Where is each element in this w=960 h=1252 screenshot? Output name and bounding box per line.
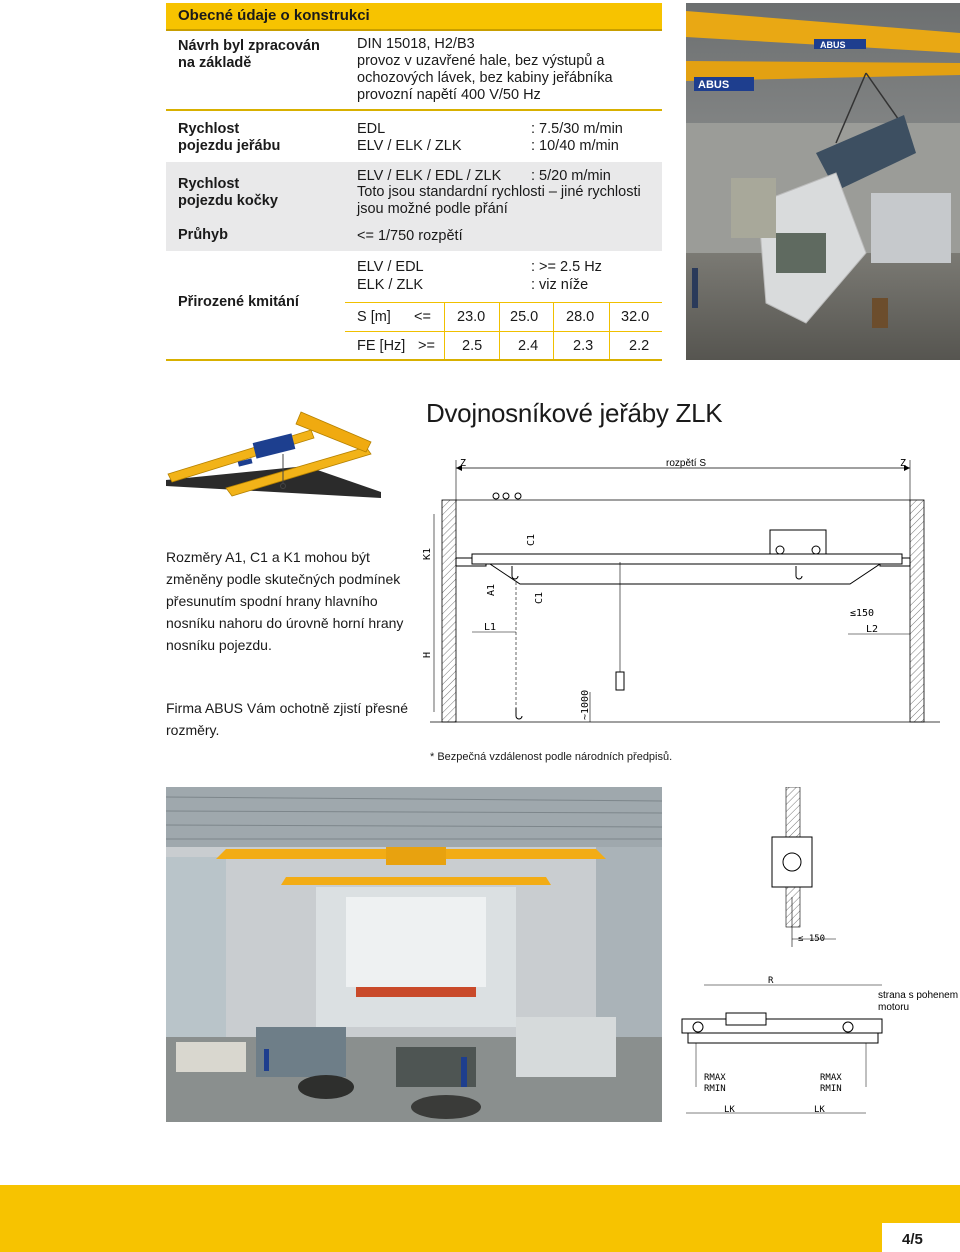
design-basis-label-2: na základě bbox=[178, 55, 252, 71]
trolley-speed-label-1: Rychlost bbox=[178, 176, 240, 192]
drive-side-label-2: motoru bbox=[878, 1002, 910, 1013]
trolley-speed-note-1: Toto jsou standardní rychlosti – jiné rychlosti bbox=[357, 184, 641, 200]
dim-c1: C1 bbox=[534, 591, 545, 604]
diagram-footnote: * Bezpečná vzdálenost podle národních předpisů. bbox=[430, 751, 673, 763]
dim-span-label: rozpětí S bbox=[666, 458, 707, 469]
vibration-value-2: : viz níže bbox=[531, 277, 589, 293]
crane-speed-label-1: Rychlost bbox=[178, 121, 240, 137]
s-row-op: <= bbox=[414, 309, 431, 325]
crane-speed-type-1: EDL bbox=[357, 121, 386, 137]
abus-note-line: Firma ABUS Vám ochotně zjistí přesné bbox=[166, 700, 408, 716]
dim-rmax-1: RMAX bbox=[704, 1073, 726, 1083]
trolley-speed-note-2: jsou možné podle přání bbox=[357, 201, 508, 217]
table-vline bbox=[444, 303, 445, 359]
dim-z-left: Z bbox=[460, 458, 467, 469]
fe-row-value: 2.2 bbox=[629, 338, 650, 354]
dim-le150-side: ≤ 150 bbox=[798, 934, 826, 944]
factory-hall-photo bbox=[166, 787, 662, 1122]
crane-speed-value-1: : 7.5/30 m/min bbox=[531, 121, 623, 137]
s-row-value: 28.0 bbox=[566, 309, 595, 325]
dim-lk-1: LK bbox=[724, 1105, 735, 1115]
dim-c1-top: C1 bbox=[526, 533, 537, 546]
dimension-note-line: změněny podle skutečných podmínek bbox=[166, 571, 401, 587]
vibration-label: Přirozené kmitání bbox=[178, 294, 299, 310]
vibration-divider-1 bbox=[345, 302, 662, 303]
fe-row-op: >= bbox=[418, 338, 435, 354]
dim-l2: L2 bbox=[866, 624, 879, 635]
design-basis-line-3: ochozových lávek, bez kabiny jeřábníka bbox=[357, 70, 613, 86]
footer-bar bbox=[0, 1185, 960, 1252]
crane-speed-label-2: pojezdu jeřábu bbox=[178, 138, 281, 154]
vibration-value-1: : >= 2.5 Hz bbox=[531, 259, 602, 275]
abus-note-line: rozměry. bbox=[166, 722, 220, 738]
s-row-value: 23.0 bbox=[457, 309, 486, 325]
dimension-note-line: přesunutím spodní hrany hlavního bbox=[166, 593, 378, 609]
side-view-diagram bbox=[676, 787, 960, 1122]
page-number: 4/5 bbox=[902, 1231, 923, 1248]
table-vline bbox=[609, 303, 610, 359]
deflection-label: Průhyb bbox=[178, 227, 228, 243]
dimension-note-line: nosníku pojezdu. bbox=[166, 637, 272, 653]
table-bottom-rule bbox=[166, 359, 662, 361]
crane-dimension-diagram bbox=[420, 452, 960, 762]
dim-1000: ~1000 bbox=[580, 689, 591, 720]
dimension-note-line: Rozměry A1, C1 a K1 mohou být bbox=[166, 549, 370, 565]
crane-hall-photo bbox=[686, 3, 960, 360]
dim-z-right: Z bbox=[900, 458, 907, 469]
dim-rmin-1: RMIN bbox=[704, 1084, 726, 1094]
abus-logo-2: ABUS bbox=[820, 40, 846, 50]
dim-rmax-2: RMAX bbox=[820, 1073, 842, 1083]
table-rule bbox=[166, 109, 662, 111]
dim-r: R bbox=[768, 976, 774, 986]
dim-lk-2: LK bbox=[814, 1105, 825, 1115]
dim-rmin-2: RMIN bbox=[820, 1084, 842, 1094]
dim-h: H bbox=[422, 651, 433, 658]
design-basis-label-1: Návrh byl zpracován bbox=[178, 38, 320, 54]
abus-logo-1: ABUS bbox=[698, 79, 730, 91]
s-row-value: 32.0 bbox=[621, 309, 650, 325]
vibration-type-2: ELK / ZLK bbox=[357, 277, 424, 293]
s-row-label: S [m] bbox=[357, 309, 391, 325]
trolley-speed-label-2: pojezdu kočky bbox=[178, 193, 278, 209]
fe-row-value: 2.4 bbox=[518, 338, 539, 354]
crane-illustration bbox=[166, 402, 381, 502]
dim-l1: L1 bbox=[484, 622, 497, 633]
drive-side-label-1: strana s pohenem bbox=[878, 990, 959, 1001]
crane-speed-value-2: : 10/40 m/min bbox=[531, 138, 619, 154]
table-vline bbox=[499, 303, 500, 359]
section-title: Dvojnosníkové jeřáby ZLK bbox=[426, 398, 723, 428]
spec-table-title: Obecné údaje o konstrukci bbox=[178, 7, 370, 24]
dimension-note bbox=[166, 546, 403, 656]
table-vline bbox=[553, 303, 554, 359]
design-basis-line-1: DIN 15018, H2/B3 bbox=[357, 36, 475, 52]
dim-k1: K1 bbox=[422, 547, 433, 560]
vibration-type-1: ELV / EDL bbox=[357, 259, 424, 275]
design-basis-line-2: provoz v uzavřené hale, bez výstupů a bbox=[357, 53, 605, 69]
s-row-value: 25.0 bbox=[510, 309, 539, 325]
trolley-speed-type: ELV / ELK / EDL / ZLK bbox=[357, 168, 502, 184]
design-basis-line-4: provozní napětí 400 V/50 Hz bbox=[357, 87, 541, 103]
fe-row-value: 2.3 bbox=[573, 338, 594, 354]
page-number-box bbox=[882, 1223, 960, 1252]
dim-a1: A1 bbox=[486, 583, 497, 596]
crane-speed-type-2: ELV / ELK / ZLK bbox=[357, 138, 462, 154]
trolley-speed-value: : 5/20 m/min bbox=[531, 168, 611, 184]
fe-row-value: 2.5 bbox=[462, 338, 483, 354]
deflection-value: <= 1/750 rozpětí bbox=[357, 228, 463, 244]
dim-le150: ≤150 bbox=[850, 608, 875, 619]
abus-note bbox=[166, 697, 408, 741]
fe-row-label: FE [Hz] bbox=[357, 338, 406, 354]
dimension-note-line: nosníku nahoru do úrovně horní hrany bbox=[166, 615, 404, 631]
vibration-divider-2 bbox=[345, 331, 662, 332]
spec-table-header bbox=[166, 3, 662, 31]
